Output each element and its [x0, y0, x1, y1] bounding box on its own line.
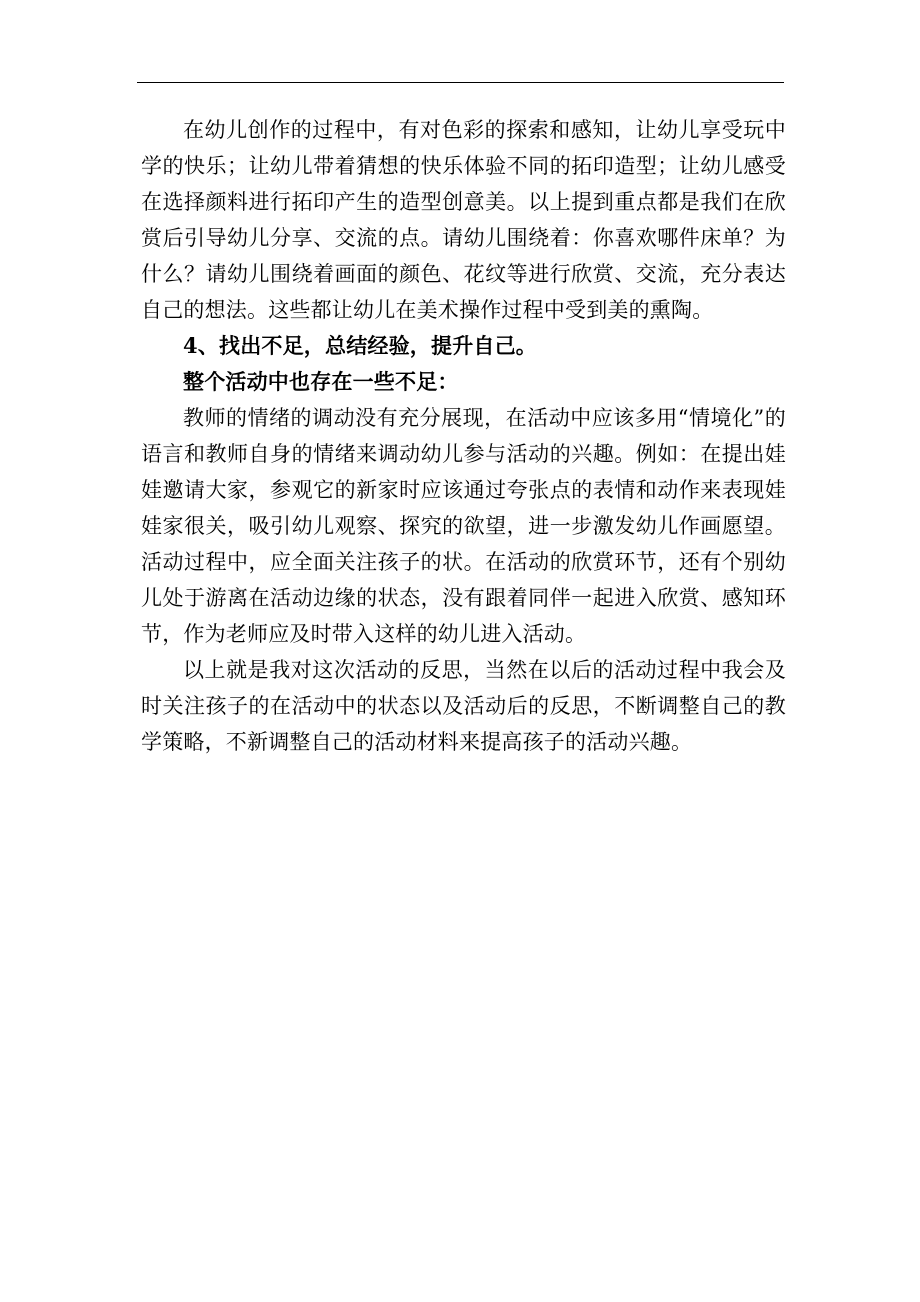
header-rule [137, 82, 784, 83]
paragraph-shortcomings: 教师的情绪的调动没有充分展现，在活动中应该多用“情境化”的语言和教师自身的情绪来调动幼儿参与活动的兴趣。例如：在提出娃娃邀请大家，参观它的新家时应该通过夸张点的表情和动作来表现娃娃家很关，吸引幼儿观察、探究的欲望，进一步激发幼儿作画愿望。活动过程中，应全面关注孩子的状。在活动的欣赏环节，还有个别幼儿处于游离在活动边缘的状态，没有跟着同伴一起进入欣赏、感知环节，作为老师应及时带入这样的幼儿进入活动。 [141, 406, 786, 646]
section-heading: 4、找出不足，总结经验，提升自己。 [183, 333, 538, 358]
paragraph-conclusion: 以上就是我对这次活动的反思，当然在以后的活动过程中我会及时关注孩子的在活动中的状态以及活动后的反思，不断调整自己的教学策略，不新调整自己的活动材料来提高孩子的活动兴趣。 [141, 658, 786, 754]
paragraph-creation-process: 在幼儿创作的过程中，有对色彩的探索和感知，让幼儿享受玩中学的快乐；让幼儿带着猜想的快乐体验不同的拓印造型；让幼儿感受在选择颜料进行拓印产生的造型创意美。以上提到重点都是我们在欣赏后引导幼儿分享、交流的点。请幼儿围绕着：你喜欢哪件床单？为什么？请幼儿围绕着画面的颜色、花纹等进行欣赏、交流，充分表达自己的想法。这些都让幼儿在美术操作过程中受到美的熏陶。 [141, 118, 786, 322]
document-body [141, 112, 786, 760]
shortcomings-intro: 整个活动中也存在一些不足： [183, 369, 459, 394]
